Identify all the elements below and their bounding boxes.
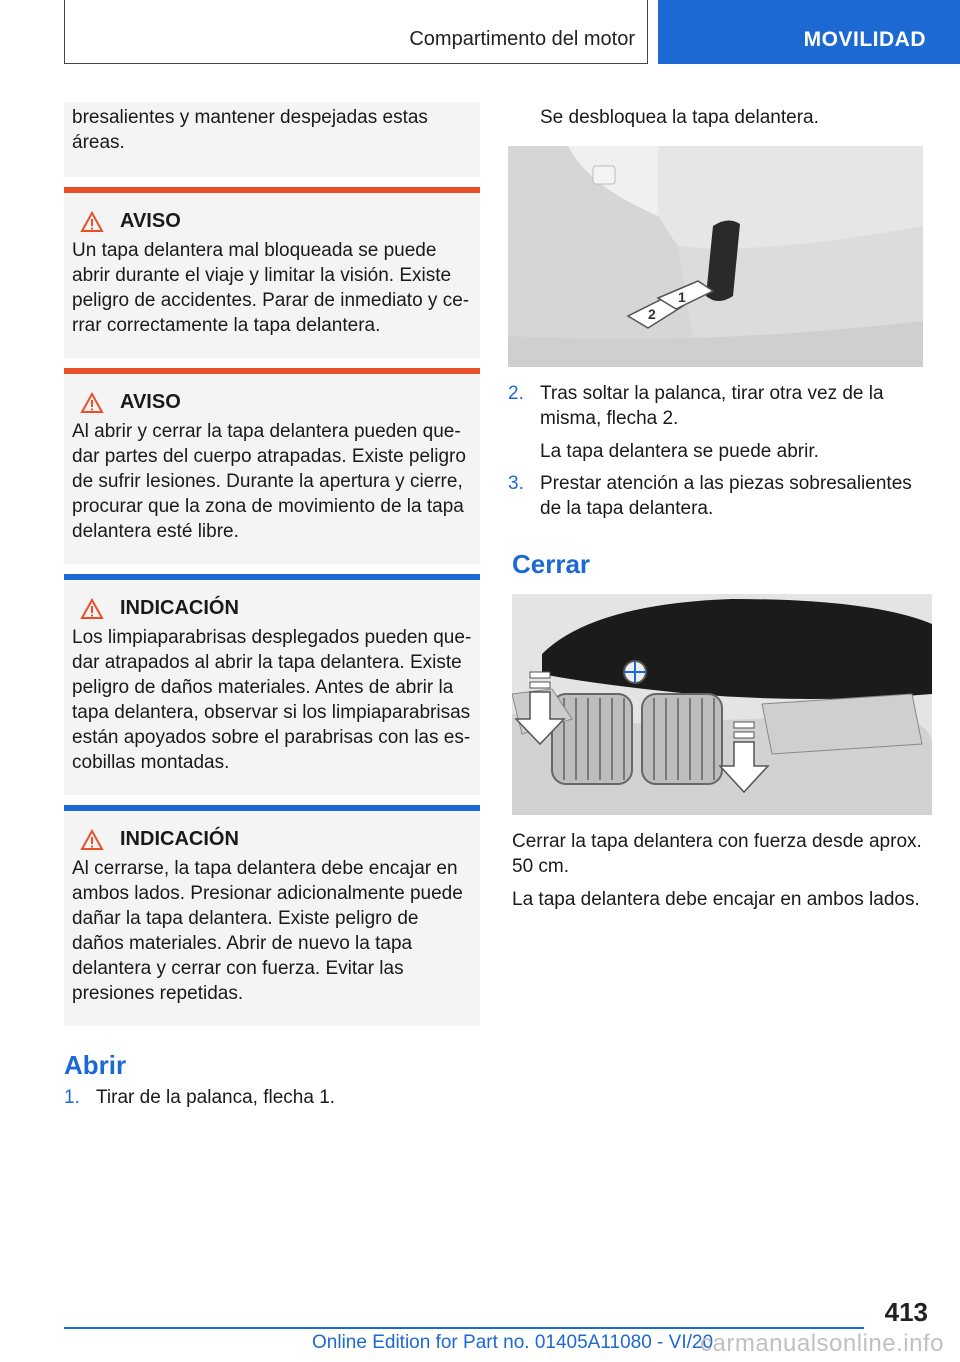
step1-result: Se desbloquea la tapa delantera. [540, 107, 819, 128]
note-body: Un tapa delantera mal bloqueada se puede abrir durante el viaje y limitar la visión. Existe peligro de accidentes. Parar de inmediato y ce-rrar correctamente la tapa delantera. [72, 240, 470, 336]
note-body: Los limpiaparabrisas desplegados pueden que-dar atrapados al abrir la tapa delantera. Existe peligro de daños materiales. Antes de abrir la tapa delantera, observar si los limpiaparabrisas están apoyados sobre el parabrisas con las es-cobillas montadas. [72, 627, 472, 773]
page-number: 413 [884, 1297, 928, 1327]
info-note-1 [64, 574, 480, 795]
hood-lever-image [508, 146, 923, 367]
hood-closing-image [512, 594, 932, 815]
hood-closing-illustration [512, 594, 932, 815]
arrow-1-label: 1 [678, 289, 686, 305]
arrow-2-label: 2 [648, 306, 656, 322]
warning-note-1 [64, 187, 480, 358]
left-column [64, 102, 480, 1110]
note-title: AVISO [120, 210, 181, 232]
note-title: INDICACIÓN [120, 597, 239, 619]
warning-triangle-icon [80, 392, 104, 414]
open-step-3 [508, 471, 928, 521]
continued-note [64, 102, 480, 177]
warning-triangle-icon [80, 598, 104, 620]
close-text-1: Cerrar la tapa delantera con fuerza desde aprox. 50 cm. [512, 831, 922, 877]
note-title: INDICACIÓN [120, 828, 239, 850]
chapter-tab-label: MOVILIDAD [803, 28, 926, 51]
close-text-2: La tapa delantera debe encajar en ambos lados. [512, 889, 920, 910]
step2-result: La tapa delantera se puede abrir. [540, 441, 819, 462]
step-text: Prestar atención a las piezas sobresalientes de la tapa delantera. [540, 473, 912, 519]
step-text: Tras soltar la palanca, tirar otra vez de la misma, flecha 2. [540, 383, 884, 429]
warning-note-2 [64, 368, 480, 564]
warning-triangle-icon [80, 829, 104, 851]
header-section-box [64, 0, 648, 64]
step-text: Tirar de la palanca, flecha 1. [96, 1087, 336, 1108]
note-title: AVISO [120, 391, 181, 413]
step-number: 3. [508, 473, 524, 494]
step-number: 1. [64, 1087, 80, 1108]
note-body: Al cerrarse, la tapa delantera debe encajar en ambos lados. Presionar adicionalmente puede dañar la tapa delantera. Existe peligro de daños materiales. Abrir de nuevo la tapa delantera y cerrar con fuerza. Evitar las presiones repetidas. [72, 858, 463, 1004]
step-number: 2. [508, 383, 524, 404]
watermark: carmanualsonline.info [700, 1330, 944, 1357]
note-body: Al abrir y cerrar la tapa delantera pueden que-dar partes del cuerpo atrapadas. Existe peligro de sufrir lesiones. Durante la apertura y cierre, procurar que la zona de movimiento de la tapa delantera esté libre. [72, 421, 466, 542]
open-step-1 [64, 1085, 480, 1110]
warning-triangle-icon [80, 211, 104, 233]
open-heading: Abrir [64, 1050, 127, 1080]
edition-text: Online Edition for Part no. 01405A11080 - VI/20 [312, 1332, 714, 1353]
close-heading: Cerrar [512, 549, 591, 579]
info-note-2 [64, 805, 480, 1026]
continued-note-text: bresalientes y mantener despejadas estas áreas. [72, 107, 428, 153]
hood-lever-illustration [508, 146, 923, 367]
right-column [508, 102, 928, 912]
section-title: Compartimento del motor [409, 28, 635, 50]
footer-divider [64, 1327, 864, 1329]
chapter-tab[interactable] [658, 0, 960, 64]
open-step-2 [508, 381, 928, 431]
